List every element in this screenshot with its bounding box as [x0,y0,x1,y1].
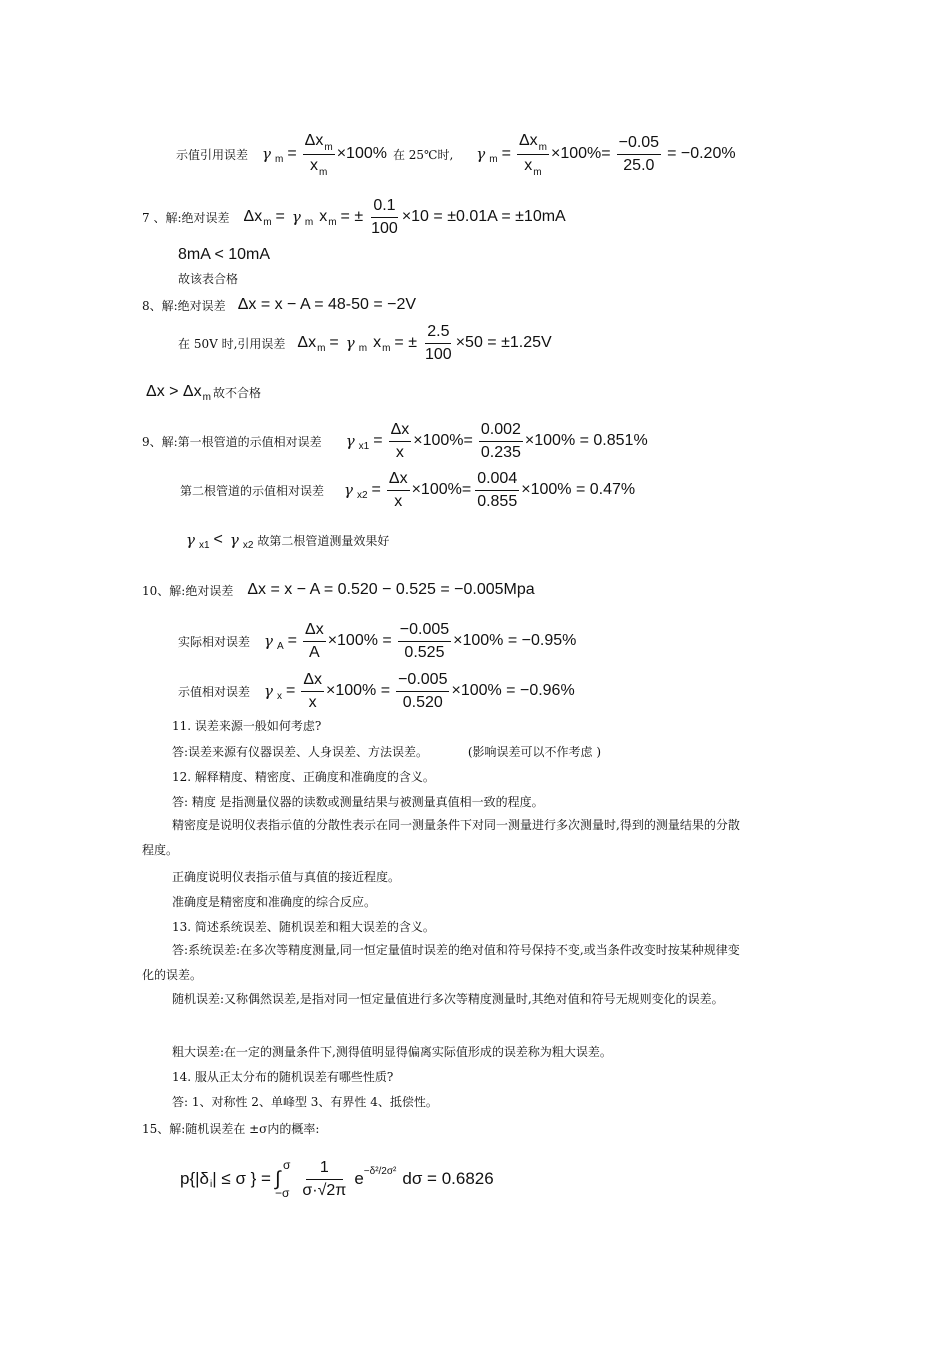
q15-upper-limit: σ [283,1158,291,1172]
q7-fraction-numerator: 0.1 [371,197,397,218]
q8-at-label: 在 50V 时,引用误差 [178,336,286,351]
q8-fraction-denominator: 100 [425,345,452,363]
equals-sign: = [287,145,297,162]
q15-integral-sign: ∫ [275,1168,281,1190]
ref-error-line [176,128,736,180]
q8-line-2: 在 50V 时,引用误差 Δx m = γ m x m = ± $\frac{2.5}{100}$ ×50 = ±1.25V [178,322,552,363]
temperature-condition: 在 25℃时, [392,147,454,162]
q9-fraction-1 [389,421,412,462]
q8-tail: ×50 = ±1.25V [455,334,552,351]
q15-exp-base: e [354,1169,364,1188]
fraction-dx-over-x [303,132,335,177]
gamma-subscript: m [274,153,284,165]
q7-plus-minus: = ± [340,208,364,225]
q8-gamma: γ [345,334,355,352]
q9-value-fraction-2 [475,470,519,511]
ref-error-result: = −0.20% [667,145,736,162]
q14-question: 14. 服从正太分布的随机误差有哪些性质? [172,1070,394,1084]
q9-gamma-subscript-2: x2 [356,489,368,501]
q10-fraction-a-numerator: Δx [303,621,326,642]
gamma-subscript-2: m [489,153,498,165]
q9-gamma-c2-subscript: x2 [242,539,254,551]
q10-label: 10、解:绝对误差 [142,583,234,598]
q7-x-subscript: m [328,216,337,228]
q15-exp-superscript: −δ²/2σ² [363,1165,397,1177]
numerator-subscript: m [324,141,333,153]
q10-fraction-x [301,671,324,712]
q10-equation: Δx = x − A = 0.520 − 0.525 = −0.005Mpa [247,581,535,598]
q9-fraction-1-numerator: Δx [389,421,412,442]
q15-integral [275,1158,290,1200]
q9-gamma-2: γ [344,481,353,499]
fraction-value-numerator: −0.05 [617,134,661,155]
q9-pct-eq-1: ×100%= [413,432,473,449]
q9-value-denominator-1: 0.235 [480,443,521,461]
fraction-numerator-2: Δx [518,131,538,149]
q8-compare-subscript: m [202,391,211,403]
q12-answer-4: 准确度是精密度和准确度的综合反应。 [172,895,377,909]
q10-actual-label: 实际相对误差 [178,634,251,649]
q9-gamma-1: γ [345,432,355,450]
q13-question: 13. 简述系统误差、随机误差和粗大误差的含义。 [172,920,435,934]
q9-result-1: ×100% = 0.851% [524,432,648,449]
q10-result-x: ×100% = −0.96% [451,682,575,699]
q8-delta-subscript: m [317,342,326,354]
q11-answer-note: (影响误差可以不作考虑 ) [467,745,602,759]
q10-gamma-a-subscript: A [276,640,284,652]
q10-value-fraction-a [398,621,451,662]
fraction-numerator: Δx [304,131,324,149]
q10-gamma-a: γ [264,632,273,650]
times-100-pct: ×100% [336,145,387,162]
q8-compare: Δx > Δx [146,383,202,400]
q7-gamma-subscript: m [304,216,314,228]
q10-value-numerator-a: −0.005 [398,621,451,642]
q8-equals: = [329,334,339,351]
q7-tail: ×10 = ±0.01A = ±10mA [401,208,566,225]
times-100-pct-eq: ×100%= [550,145,611,162]
q10-gamma-x: γ [264,682,273,700]
q15-formula-left: p{|δ [180,1169,210,1188]
q8-label: 8、解:绝对误差 [142,298,226,313]
q7-fraction [369,197,400,238]
q9-fraction-1-denominator: x [395,443,404,461]
numerator-subscript-2: m [538,141,547,153]
fraction-value [617,134,661,175]
q12-answer-2: 精密度是说明仪表指示值的分散性表示在同一测量条件下对同一测量进行多次测量时,得到的测量结果的分散程度。 [142,818,740,857]
q10-value-fraction-x [396,671,449,712]
q7-line: 7 、解:绝对误差 Δx m = γ m x m = ± $\frac{0.1}{100}$ ×10 = ±0.01A = ±10mA [142,196,566,237]
q10-value-numerator-x: −0.005 [396,671,449,692]
q10-fraction-a [303,621,326,662]
q10-gamma-x-subscript: x [276,690,282,702]
q12-answer-3: 正确度说明仪表指示值与真值的接近程度。 [172,870,401,884]
q9-label-2: 第二根管道的示值相对误差 [180,483,325,498]
denominator-subscript: m [319,166,328,178]
q8-line [142,293,416,317]
q13-answer-3: 粗大误差:在一定的测量条件下,测得值明显得偏离实际值形成的误差称为粗大误差。 [172,1045,612,1059]
q15-formula [180,1148,494,1210]
gamma-symbol-2: γ [476,145,486,163]
q15-result: dσ = 0.6826 [402,1169,494,1188]
q7-compare: 8mA < 10mA [178,246,271,263]
q10-pct-a: ×100% = [327,632,392,649]
q13-answer-1: 答:系统误差:在多次等精度测量,同一恒定量值时误差的绝对值和符号保持不变,或当条件改变时按某种规律变化的误差。 [142,943,740,982]
q10-fraction-a-denominator: A [309,643,320,661]
q9-line-2: 第二根管道的示值相对误差 γ x2 = $\frac{\Delta x}{x}$ ×100%= $\frac{0.004}{0.855}$ ×100% = 0.47% [180,469,636,510]
q9-value-numerator-2: 0.004 [475,470,519,491]
q15-formula-mid: | ≤ σ } = [212,1169,271,1188]
q10-value-denominator-x: 0.520 [402,693,443,711]
q9-value-fraction-1 [479,421,523,462]
q9-result-2: ×100% = 0.47% [521,481,636,498]
q10-actual-line: 实际相对误差 γ A = $\frac{\Delta x}{A}$ ×100% = $\frac{-0.005}{0.525}$ ×100% = −0.95% [178,620,577,661]
q15-lower-limit: −σ [275,1186,290,1200]
q11-question: 11. 误差来源一般如何考虑? [172,719,322,733]
q11-answer-line [172,743,601,760]
q11-answer: 答:误差来源有仪器误差、人身误差、方法误差。 [172,745,429,759]
equals-sign-2: = [501,145,511,162]
q8-x-subscript: m [382,342,391,354]
q9-conclusion: 故第二根管道测量效果好 [257,533,390,548]
q9-conclusion-line: γ x1 < γ x2 故第二根管道测量效果好 [186,531,390,551]
q7-label: 7 、解:绝对误差 [142,210,230,225]
q9-pct-eq-2: ×100%= [411,481,472,498]
q9-gamma-c2: γ [229,531,239,549]
q15-fraction-numerator: 1 [306,1159,343,1180]
q7-conclusion: 故该表合格 [178,271,239,286]
q9-value-numerator-1: 0.002 [479,421,523,442]
q8-delta: Δx [297,334,317,351]
q7-fraction-denominator: 100 [371,219,398,237]
q9-gamma-c1: γ [186,531,195,549]
q10-line [142,578,535,602]
fraction-denominator-2: x [524,156,533,174]
q10-fraction-x-denominator: x [308,693,317,711]
q7-gamma: γ [291,208,301,226]
q7-delta: Δx [243,208,263,225]
q9-label: 9、解:第一根管道的示值相对误差 [142,434,322,449]
q10-indicated-label: 示值相对误差 [178,684,251,699]
q9-line-1: 9、解:第一根管道的示值相对误差 γ x1 = $\frac{\Delta x}{x}$ ×100%= $\frac{0.002}{0.235}$ ×100% = 0.851% [142,420,648,461]
q13-answer-2: 随机误差:又称偶然误差,是指对同一恒定量值进行多次等精度测量时,其绝对值和符号无规则变化的误差。 [172,992,724,1006]
q9-fraction-2-numerator: Δx [387,470,410,491]
q9-gamma-subscript-1: x1 [358,440,370,452]
fraction-denominator: x [310,156,319,174]
fraction-dx-over-x-2 [517,132,549,177]
q15-question: 15、解:随机误差在 ±σ内的概率: [142,1121,320,1136]
q8-gamma-subscript: m [358,342,368,354]
q15-fraction-denominator: σ·√2π [302,1181,347,1199]
q15-i-subscript: i [210,1178,213,1190]
q7-equals: = [275,208,285,225]
q8-fraction [423,323,454,364]
q8-equation: Δx = x − A = 48-50 = −2V [237,296,417,313]
q8-conclusion: 故不合格 [212,385,261,400]
q9-fraction-2-denominator: x [394,492,403,510]
q12-answer-1: 答: 精度 是指测量仪器的读数或测量结果与被测量真值相一致的程度。 [172,795,544,809]
q9-value-denominator-2: 0.855 [477,492,518,510]
q10-value-denominator-a: 0.525 [404,643,445,661]
q8-plus-minus: = ± [394,334,417,351]
q8-fraction-numerator: 2.5 [425,323,451,344]
fraction-value-denominator: 25.0 [623,156,655,174]
q15-fraction [300,1159,348,1200]
ref-error-label: 示值引用误差 [176,147,249,162]
q7-delta-subscript: m [263,216,272,228]
q12-question: 12. 解释精度、精密度、正确度和准确度的含义。 [172,770,435,784]
q10-indicated-line: 示值相对误差 γ x = $\frac{\Delta x}{x}$ ×100% = $\frac{-0.005}{0.520}$ ×100% = −0.96% [178,670,575,711]
q9-gamma-c1-subscript: x1 [198,539,210,551]
q10-pct-x: ×100% = [326,682,391,699]
q10-fraction-x-numerator: Δx [301,671,324,692]
denominator-subscript-2: m [533,166,542,178]
gamma-symbol: γ [262,145,271,163]
q14-answer: 答: 1、对称性 2、单峰型 3、有界性 4、抵偿性。 [172,1095,438,1109]
q8-compare-line [146,380,261,404]
q9-fraction-2 [387,470,410,511]
q10-result-a: ×100% = −0.95% [453,632,577,649]
